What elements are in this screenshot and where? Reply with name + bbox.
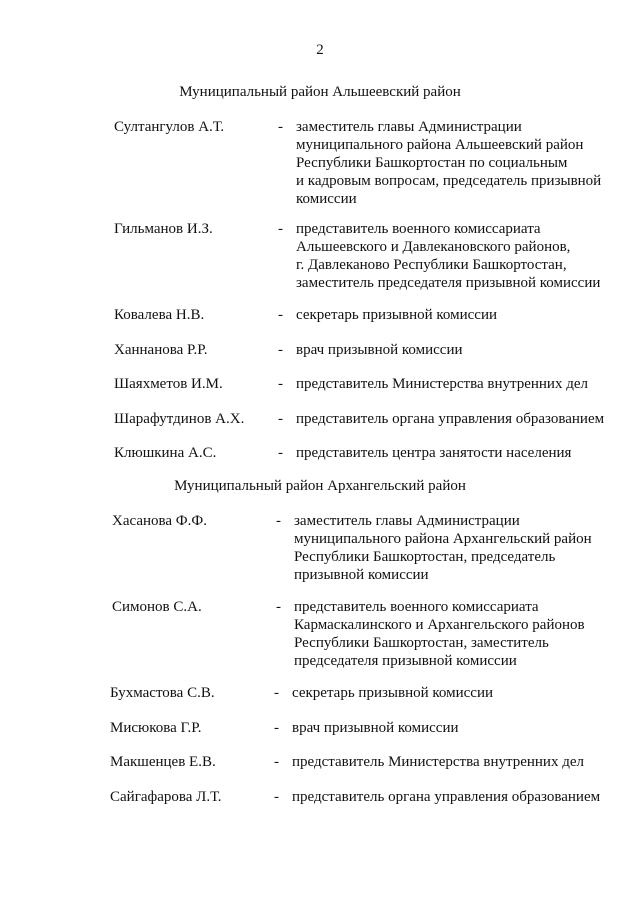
member-role: представитель военного комиссариата Кармаскалинского и Архангельского районов Республики Башкортостан, заместитель председателя призывной комиссии: [294, 599, 585, 669]
member-dash: -: [278, 411, 283, 427]
section-heading-arkhangelsky: Муниципальный район Архангельский район: [174, 478, 466, 494]
member-name: Хасанова Ф.Ф.: [112, 513, 208, 529]
member-dash: -: [276, 513, 281, 529]
page-number: 2: [316, 42, 324, 58]
member-dash: -: [274, 789, 279, 805]
member-name: Гильманов И.З.: [114, 221, 213, 237]
member-name: Бухмастова С.В.: [110, 685, 215, 701]
member-dash: -: [274, 720, 279, 736]
member-dash: -: [274, 754, 279, 770]
member-role: врач призывной комиссии: [296, 342, 463, 358]
member-role: заместитель главы Администрации муниципального района Альшеевский район Республики Башкортостан по социальным и кадровым вопросам, председатель призывной комиссии: [296, 119, 602, 207]
member-role: представитель центра занятости населения: [296, 445, 572, 461]
member-role: представитель военного комиссариата Альшеевского и Давлекановского районов, г. Давлеканово Республики Башкортостан, заместитель председателя призывной комиссии: [296, 221, 601, 291]
member-dash: -: [278, 445, 283, 461]
member-role: представитель органа управления образованием: [296, 411, 605, 427]
member-dash: -: [278, 221, 283, 237]
member-name: Сайгафарова Л.Т.: [110, 789, 222, 805]
member-dash: -: [278, 119, 283, 135]
member-name: Клюшкина А.С.: [114, 445, 217, 461]
member-role: представитель Министерства внутренних дел: [296, 376, 588, 392]
member-name: Макшенцев Е.В.: [110, 754, 216, 770]
member-name: Султангулов А.Т.: [114, 119, 225, 135]
member-role: представитель органа управления образованием: [292, 789, 601, 805]
member-role: секретарь призывной комиссии: [296, 307, 498, 323]
member-name: Симонов С.А.: [112, 599, 202, 615]
member-dash: -: [278, 307, 283, 323]
member-dash: -: [276, 599, 281, 615]
section-heading-alsheevsky: Муниципальный район Альшеевский район: [179, 84, 461, 100]
member-name: Шарафутдинов А.Х.: [114, 411, 245, 427]
member-dash: -: [274, 685, 279, 701]
member-role: представитель Министерства внутренних дел: [292, 754, 584, 770]
member-name: Ханнанова Р.Р.: [114, 342, 208, 358]
member-role: врач призывной комиссии: [292, 720, 459, 736]
member-dash: -: [278, 342, 283, 358]
member-dash: -: [278, 376, 283, 392]
member-name: Шаяхметов И.М.: [114, 376, 223, 392]
member-name: Ковалева Н.В.: [114, 307, 205, 323]
member-role: заместитель главы Администрации муниципального района Архангельский район Республики Башкортостан, председатель призывной комиссии: [294, 513, 592, 583]
member-name: Мисюкова Г.Р.: [110, 720, 202, 736]
member-role: секретарь призывной комиссии: [292, 685, 494, 701]
